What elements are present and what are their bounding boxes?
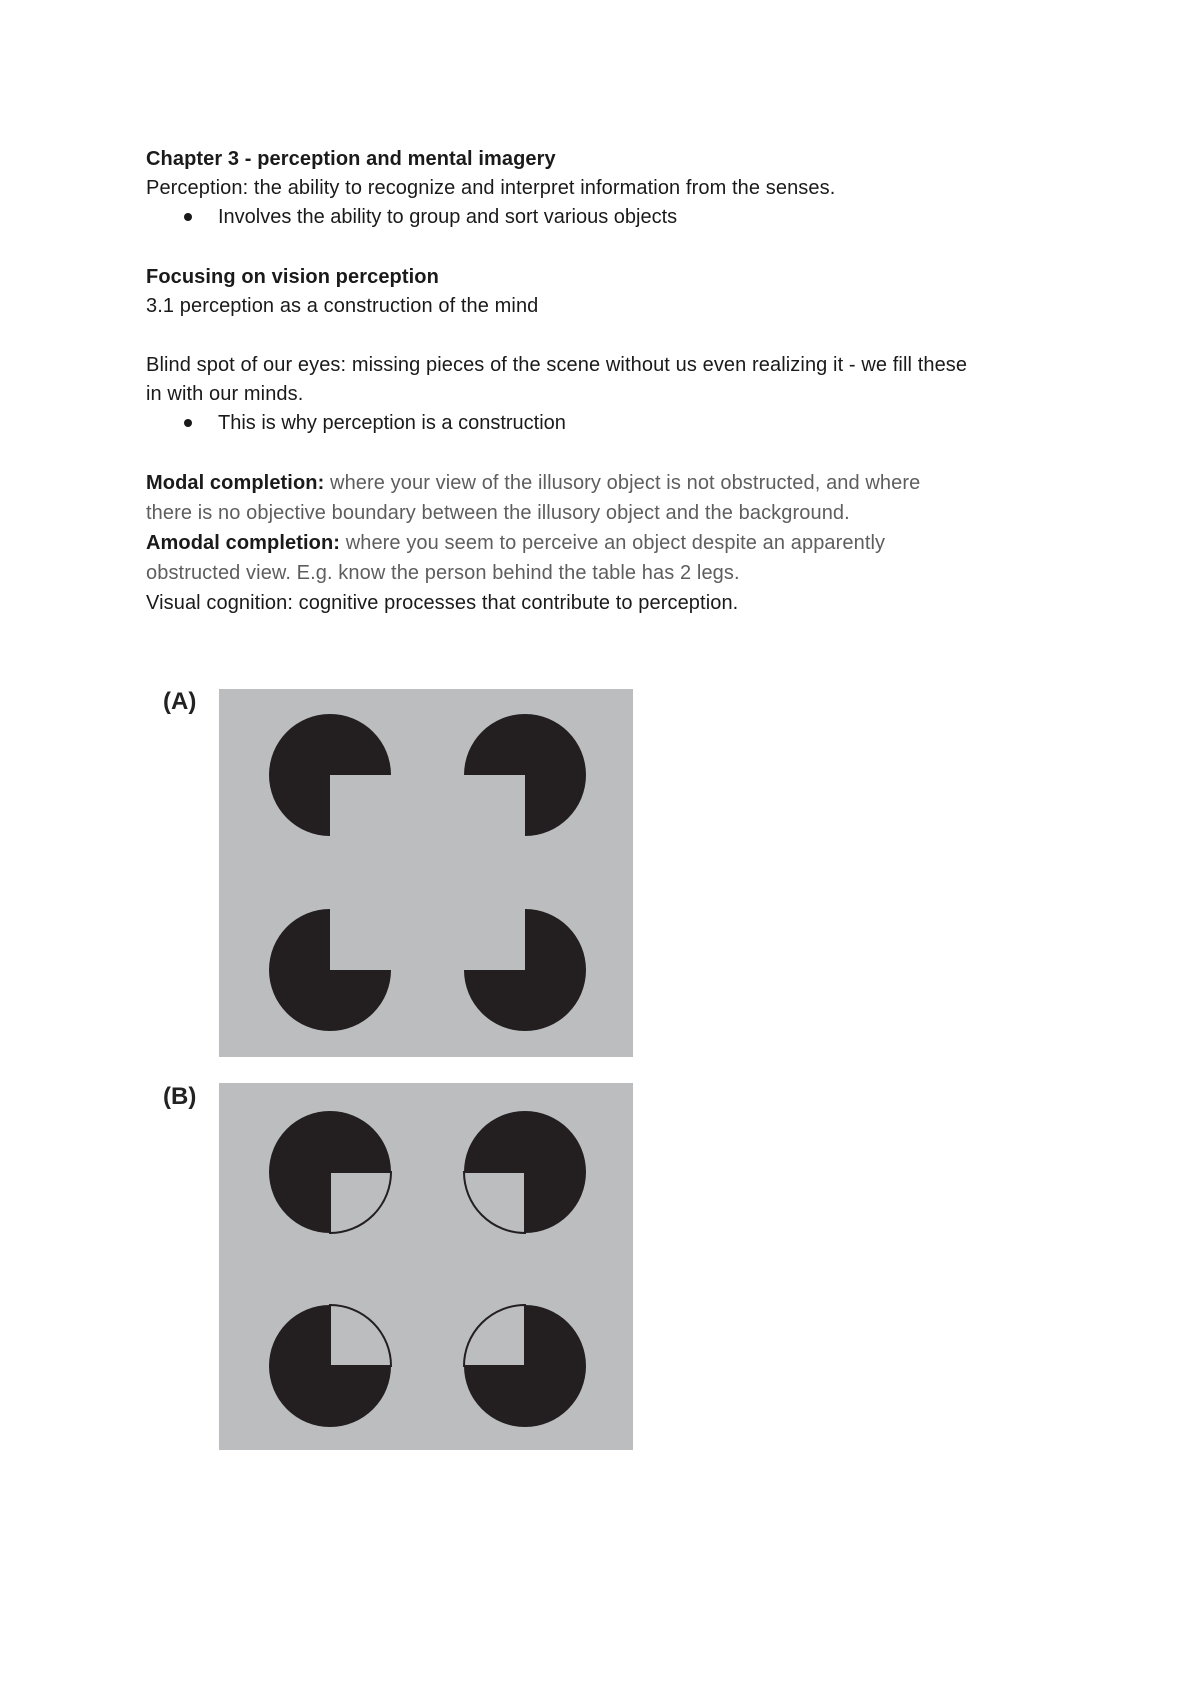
figure-panel-a-label: (A) (163, 688, 197, 715)
blind-spot-text-line2: in with our minds. (146, 383, 304, 405)
kanizsa-illusory-square (219, 689, 633, 1057)
blind-spot-text-line1: Blind spot of our eyes: missing pieces of the scene without us even realizing it - we fill these (146, 354, 968, 376)
figure-panel-b (219, 1083, 633, 1450)
chapter-heading: Chapter 3 - perception and mental imagery (146, 148, 556, 170)
modal-completion-line2: there is no objective boundary between the illusory object and the background. (146, 502, 850, 524)
bullet-dot (184, 213, 192, 221)
section-title: 3.1 perception as a construction of the mind (146, 295, 539, 317)
amodal-completion-text: where you seem to perceive an object despite an apparently (340, 532, 886, 554)
perception-definition: Perception: the ability to recognize and interpret information from the senses. (146, 177, 836, 199)
amodal-completion-line1 (146, 528, 885, 558)
blind-spot-bullet: This is why perception is a construction (218, 412, 566, 434)
modal-completion-text: where your view of the illusory object is not obstructed, and where (324, 472, 921, 494)
subheading: Focusing on vision perception (146, 266, 439, 288)
figure-panel-b-label: (B) (163, 1083, 197, 1110)
amodal-completion-label: Amodal completion: (146, 532, 341, 554)
amodal-completion-line2: obstructed view. E.g. know the person behind the table has 2 legs. (146, 562, 740, 584)
bullet-dot (184, 419, 192, 427)
amodal-occluded-disks (219, 1083, 633, 1450)
perception-bullet: Involves the ability to group and sort various objects (218, 206, 678, 228)
figure-panel-a (219, 689, 633, 1057)
visual-cognition-text: Visual cognition: cognitive processes that contribute to perception. (146, 592, 739, 614)
modal-completion-line1 (146, 468, 920, 498)
modal-completion-label: Modal completion: (146, 472, 325, 494)
